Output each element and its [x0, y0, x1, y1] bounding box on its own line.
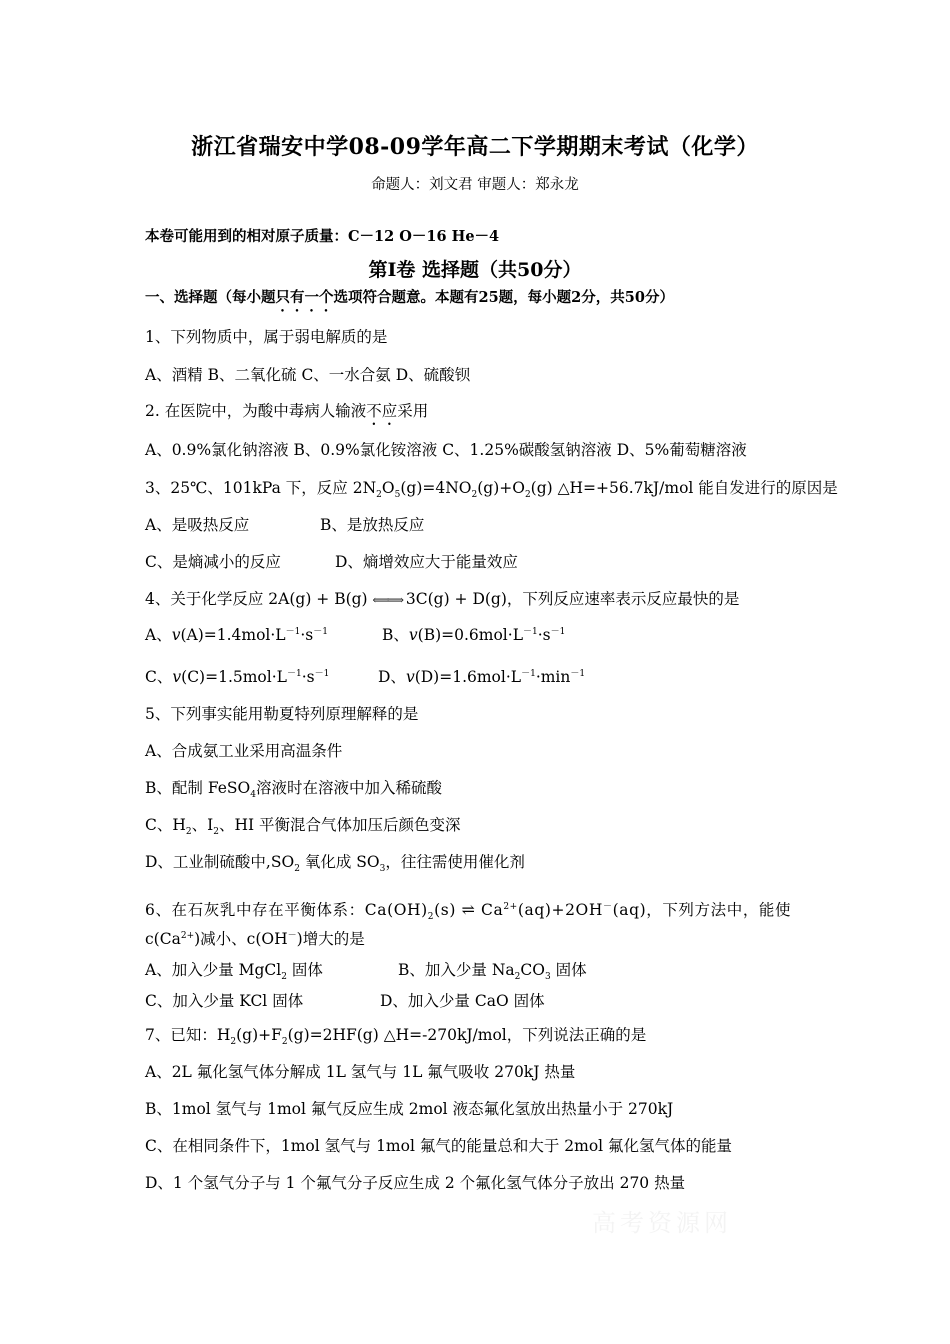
question-5-option-c: C、$H_2$、$I_2$、HI 平衡混合气体加压后颜色变深 — [145, 816, 461, 838]
exam-authors: 命题人：刘文君 审题人：郑永龙 — [371, 177, 579, 193]
question-7-option-d: D、1 个氢气分子与 1 个氟气分子反应生成 2 个氟化氢气体分子放出 270 热量 — [145, 1174, 686, 1192]
question-3-option-b: B、是放热反应 — [320, 516, 425, 534]
emphasis-should-not: 不应 — [366, 402, 398, 420]
question-5-option-d: D、工业制硫酸中$,SO_2$ 氧化成 $SO_3$，往往需使用催化剂 — [145, 853, 525, 875]
question-5-option-a: A、合成氨工业采用高温条件 — [145, 742, 343, 760]
question-4-option-c: C、$v(C)=1.5mol\cdot L^{-1}\cdot s^{-1}$ — [145, 668, 330, 686]
emphasis-only-one: 只有一个 — [275, 289, 334, 306]
question-6-option-d: D、加入少量 CaO 固体 — [380, 992, 545, 1010]
question-7-option-c: C、在相同条件下，1mol 氢气与 1mol 氟气的能量总和大于 2mol 氟化氢气体的能量 — [145, 1137, 733, 1155]
part1-title: 第Ⅰ卷 选择题（共50分） — [368, 259, 582, 281]
question-6-option-c: C、加入少量 KCl 固体 — [145, 992, 304, 1010]
question-3-option-d: D、熵增效应大于能量效应 — [335, 553, 518, 571]
atomic-masses-note: 本卷可能用到的相对原子质量：C－12 O－16 He－4 — [145, 228, 500, 245]
question-1-stem: 1、下列物质中，属于弱电解质的是 — [145, 328, 388, 346]
question-4-option-b: B、$v(B)=0.6mol\cdot L^{-1}\cdot s^{-1}$ — [382, 626, 566, 644]
question-4-stem: 4、关于化学反应 2A(g) + B(g) ⟸⟹ 3C(g) + D(g)，下列反应速率表示反应最快的是 — [145, 590, 740, 608]
equilibrium-arrow-icon: ⟸⟹ — [372, 593, 401, 607]
question-2-options: A、0.9%氯化钠溶液 B、0.9%氯化铵溶液 C、1.25%碳酸氢钠溶液 D、5%葡萄糖溶液 — [145, 441, 747, 459]
question-5-option-b: B、配制 FeSO$_4$溶液时在溶液中加入稀硫酸 — [145, 779, 442, 801]
question-3-stem: 3、25℃、101kPa 下，反应 $2N_2O_5(g)=4NO_2(g)+O_2(g)$ △H=+56.7kJ/mol 能自发进行的原因是 — [145, 479, 838, 501]
question-6-stem-line2: $c(Ca^{2+})$减小、c(OH－)增大的是 — [145, 930, 365, 948]
question-6-stem-line1: 6、在石灰乳中存在平衡体系：$Ca(OH)_2(s)$ ⇌ $Ca^{2+}(aq)+2OH^-(aq)$，下列方法中，能使 — [145, 900, 792, 923]
reversible-arrow-icon: ⇌ — [461, 900, 476, 919]
question-6-option-a: A、加入少量 MgCl$_2$ 固体 — [145, 961, 323, 983]
question-4-option-d: D、$v(D)=1.6mol\cdot L^{-1}\cdot\min^{-1}$ — [378, 668, 586, 686]
question-1-options: A、酒精 B、二氧化硫 C、一水合氨 D、硫酸钡 — [145, 366, 471, 384]
exam-title: 浙江省瑞安中学08-09学年高二下学期期末考试（化学） — [191, 134, 759, 160]
question-3-option-c: C、是熵减小的反应 — [145, 553, 281, 571]
question-7-option-b: B、1mol 氢气与 1mol 氟气反应生成 2mol 液态氟化氢放出热量小于 270kJ — [145, 1100, 674, 1118]
question-3-option-a: A、是吸热反应 — [145, 516, 250, 534]
question-6-option-b: B、加入少量 $Na_2CO_3$ 固体 — [398, 961, 587, 983]
watermark: 高考资源网 — [592, 1209, 732, 1237]
question-7-option-a: A、2L 氟化氢气体分解成 1L 氢气与 1L 氟气吸收 270kJ 热量 — [145, 1063, 576, 1081]
section1-instructions: 一、选择题（每小题只有一个选项符合题意。本题有25题，每小题2分，共50分） — [145, 289, 674, 306]
question-2-stem: 2. 在医院中，为酸中毒病人输液不应采用 — [145, 402, 429, 420]
question-7-stem: 7、已知：$H_2(g)+F_2(g)=2HF(g)$ △H=-270kJ/mol，下列说法正确的是 — [145, 1026, 647, 1048]
question-4-option-a: A、$v(A)=1.4mol\cdot L^{-1}\cdot s^{-1}$ — [145, 626, 328, 644]
question-5-stem: 5、下列事实能用勒夏特列原理解释的是 — [145, 705, 419, 723]
